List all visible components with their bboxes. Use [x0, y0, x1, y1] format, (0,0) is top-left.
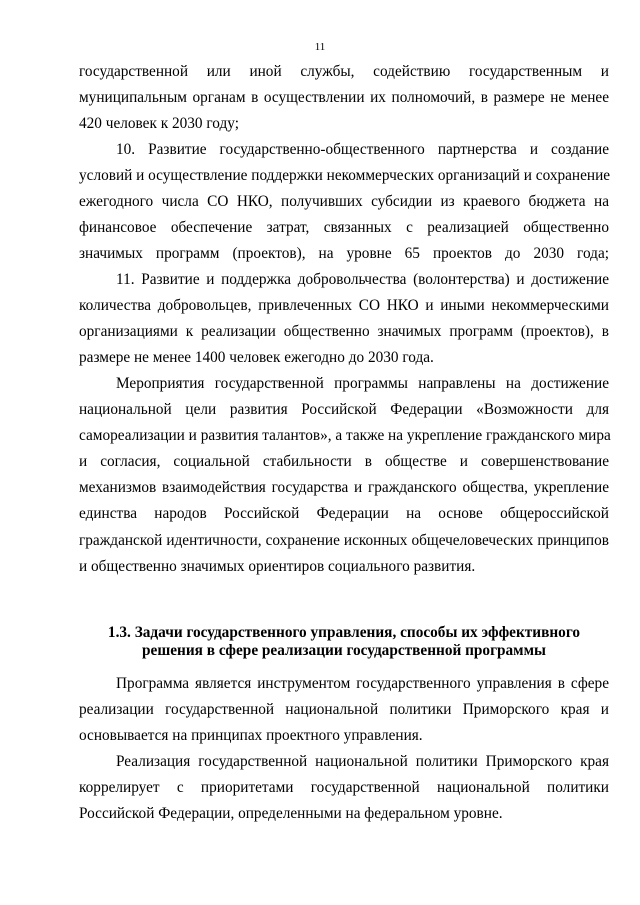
- text-line: основывается на принципах проектного управления.: [79, 727, 423, 745]
- text-line: Реализация государственной национальной политики Приморского края: [116, 753, 609, 770]
- text-line: механизмов взаимодействия государства и гражданского общества, укрепление: [79, 479, 609, 497]
- text-line: значимых программ (проектов), на уровне 65 проектов до 2030 года;: [79, 245, 609, 263]
- page-number: 11: [314, 41, 326, 53]
- text-line: государственной или иной службы, содействию государственным и: [79, 63, 609, 80]
- text-line: финансовое обеспечение затрат, связанных с реализацией общественно: [79, 219, 609, 237]
- paragraph-service-continuation: [79, 59, 609, 137]
- text-line: национальной цели развития Российской Федерации «Возможности для: [79, 401, 609, 419]
- heading-line: решения в сфере реализации государственной программы: [142, 642, 546, 659]
- text-line: коррелирует с приоритетами государственной национальной политики: [79, 779, 609, 797]
- text-line: размере не менее 1400 человек ежегодно до 2030 года.: [79, 349, 434, 367]
- text-line: гражданской идентичности, сохранение исконных общечеловеческих принципов: [79, 531, 609, 549]
- text-line: условий и осуществление поддержки некоммерческих организаций и сохранение: [79, 167, 611, 185]
- heading-line: 1.3. Задачи государственного управления, способы их эффективного: [107, 624, 581, 641]
- text-line: Мероприятия государственной программы направлены на достижение: [116, 375, 609, 392]
- paragraph-program-measures: [79, 371, 609, 580]
- text-line: 420 человек к 2030 году;: [79, 115, 239, 133]
- paragraph-item-11: [79, 267, 609, 371]
- text-line: организациями к реализации общественно значимых программ (проектов), в: [79, 323, 609, 341]
- text-line: Программа является инструментом государственного управления в сфере: [116, 675, 609, 692]
- text-line: количества добровольцев, привлеченных СО НКО и иными некоммерческими: [79, 297, 609, 315]
- text-line: Российской Федерации, определенными на федеральном уровне.: [79, 805, 503, 823]
- text-line: самореализации и развития талантов», а также на укрепление гражданского мира: [79, 427, 611, 445]
- text-line: муниципальным органам в осуществлении их полномочий, в размере не менее: [79, 89, 609, 107]
- section-heading: [79, 624, 609, 660]
- text-line: 11. Развитие и поддержка добровольчества (волонтерства) и достижение: [116, 271, 609, 288]
- text-line: единства народов Российской Федерации на основе общероссийской: [79, 505, 609, 523]
- paragraph-policy-implementation: [79, 749, 609, 827]
- paragraph-item-10: [79, 137, 609, 267]
- text-line: и согласия, социальной стабильности в обществе и совершенствование: [79, 453, 609, 471]
- text-line: и общественно значимых ориентиров социального развития.: [79, 557, 476, 575]
- text-line: ежегодного числа СО НКО, получивших субсидии из краевого бюджета на: [79, 193, 609, 211]
- paragraph-program-instrument: [79, 671, 609, 749]
- text-line: реализации государственной национальной политики Приморского края и: [79, 701, 609, 719]
- text-line: 10. Развитие государственно-общественного партнерства и создание: [116, 141, 609, 158]
